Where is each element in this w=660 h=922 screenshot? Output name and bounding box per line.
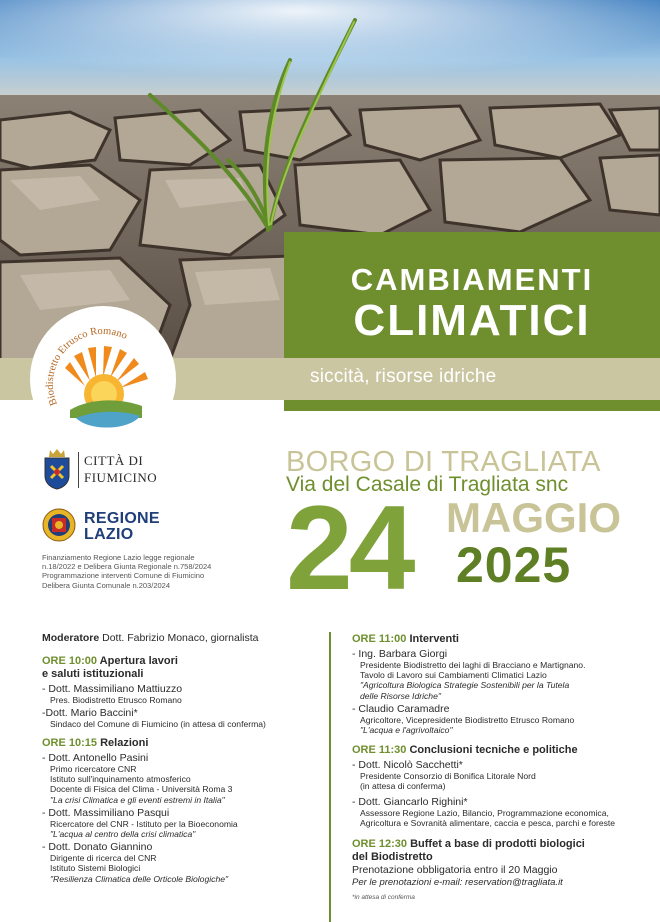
speaker-role: Ricercatore del CNR - Istituto per la Bioeconomia — [50, 818, 238, 829]
fiumicino-divider — [78, 452, 79, 488]
program-right-column — [352, 633, 652, 903]
speaker — [42, 683, 324, 705]
program-divider — [329, 632, 331, 922]
session-opening — [42, 655, 324, 681]
session-interventi — [352, 633, 652, 646]
session-title: e saluti istituzionali — [42, 667, 144, 680]
speaker-role: Pres. Biodistretto Etrusco Romano — [50, 694, 182, 705]
event-day: 24 — [286, 481, 412, 615]
logo-arc-text: Biodistretto Etrusco Romano — [44, 325, 129, 408]
fiumicino-line-1: CITTÀ DI — [84, 453, 144, 468]
funding-note-line: n.18/2022 e Delibera Giunta Regionale n.758/2024 — [42, 562, 212, 572]
speaker — [352, 648, 652, 701]
speaker-role: Assessore Regione Lazio, Bilancio, Programmazione economica, — [360, 807, 609, 818]
talk-title: "Agricoltura Biologica Strategie Sostenibili per la Tutela — [360, 680, 570, 691]
speaker — [352, 703, 652, 735]
title-box — [284, 232, 660, 358]
talk-title: "L'acqua al centro della crisi climatica" — [50, 828, 196, 839]
speaker — [42, 807, 324, 839]
talk-title: "Resilienza Climatica delle Orticole Biologiche" — [50, 873, 229, 884]
speaker-role: Agricoltura e Sovranità alimentare, caccia e pesca, parchi e foreste — [360, 817, 616, 828]
subtitle: siccità, risorse idriche — [310, 366, 497, 387]
speaker — [352, 759, 652, 791]
talk-title: delle Risorse Idriche" — [360, 690, 441, 701]
lazio-name — [84, 511, 160, 543]
lazio-line-1: REGIONE — [84, 510, 160, 527]
speaker-name: - Dott. Donato Giannino — [42, 841, 153, 854]
booking-email: Per le prenotazioni e-mail: reservation@tragliata.it — [352, 876, 563, 888]
speaker-role: Tavolo di Lavoro sui Cambiamenti Climatici Lazio — [360, 670, 547, 681]
speaker — [352, 796, 652, 828]
talk-title: "La crisi Climatica e gli eventi estremi in Italia" — [50, 794, 225, 805]
session-title: Apertura lavori — [97, 654, 178, 667]
session-conclusioni — [352, 744, 652, 757]
speaker-role: (in attesa di conferma) — [360, 781, 446, 792]
speaker-role: Presidente Biodistretto dei laghi di Bracciano e Martignano. — [360, 660, 586, 670]
speaker-name: - Dott. Giancarlo Righini* — [352, 795, 468, 808]
fiumicino-line-2: FIUMICINO — [84, 470, 158, 485]
session-relazioni — [42, 737, 324, 750]
funding-note — [42, 553, 282, 590]
fiumicino-logo — [42, 448, 172, 494]
regione-lazio-logo — [42, 508, 182, 548]
speaker-name: - Dott. Massimiliano Mattiuzzo — [42, 682, 183, 695]
session-time: ORE 11:30 — [352, 744, 407, 757]
booking-note: Prenotazione obbligatoria entro il 20 Maggio — [352, 864, 558, 877]
speaker-role: Primo ricercatore CNR — [50, 763, 137, 774]
speaker-name: - Dott. Massimiliano Pasqui — [42, 806, 170, 819]
session-time: ORE 11:00 — [352, 633, 407, 645]
program-left-column — [42, 633, 324, 884]
speaker-role: Docente di Fisica del Clima - Università Roma 3 — [50, 784, 233, 795]
venue-name: BORGO DI TRAGLIATA — [286, 446, 601, 478]
speaker-name: - Ing. Barbara Giorgi — [352, 648, 448, 660]
speaker-name: - Dott. Nicolò Sacchetti* — [352, 759, 463, 772]
session-title: Interventi — [406, 633, 459, 645]
fiumicino-crest-icon — [42, 448, 72, 490]
speaker-name: -Dott. Mario Baccini* — [42, 706, 138, 719]
event-month: MAGGIO — [446, 494, 621, 541]
title-line-2: CLIMATICI — [353, 296, 591, 345]
session-time: ORE 10:15 — [42, 736, 98, 749]
venue-address: Via del Casale di Tragliata snc — [286, 473, 569, 496]
biodistretto-logo — [30, 306, 176, 452]
session-time: ORE 12:30 — [352, 838, 408, 851]
funding-note-line: Programmazione interventi Comune di Fiumicino — [42, 571, 205, 581]
lazio-line-2: LAZIO — [84, 526, 134, 543]
talk-title: "L'acqua e l'agrivoltaico" — [360, 725, 453, 736]
session-title: Conclusioni tecniche e politiche — [406, 744, 578, 757]
speaker-role: Dirigente di ricerca del CNR — [50, 853, 157, 864]
moderator — [42, 633, 324, 645]
session-title: Buffet a base di prodotti biologici — [407, 838, 585, 851]
speaker — [42, 707, 324, 729]
footnote: *in attesa di conferma — [352, 893, 415, 901]
speaker — [42, 841, 324, 884]
speaker-role: Sindaco del Comune di Fiumicino (in attesa di conferma) — [50, 718, 266, 729]
session-time: ORE 10:00 — [42, 654, 98, 667]
speaker-role: Istituto sull'inquinamento atmosferico — [50, 774, 191, 785]
title-line-1: CAMBIAMENTI — [350, 262, 594, 297]
speaker-name: - Claudio Caramadre — [352, 702, 450, 715]
speaker-name: - Dott. Antonello Pasini — [42, 751, 149, 764]
moderator-text: Dott. Fabrizio Monaco, giornalista — [99, 632, 259, 644]
speaker-role: Agricoltore, Vicepresidente Biodistretto Etrusco Romano — [360, 714, 575, 725]
accent-strip — [284, 400, 660, 411]
lazio-seal-icon — [42, 508, 76, 542]
speaker-role: Istituto Sistemi Biologici — [50, 863, 141, 874]
moderator-label: Moderatore — [42, 632, 100, 644]
funding-note-line: Delibera Giunta Comunale n.203/2024 — [42, 580, 171, 590]
funding-note-line: Finanziamento Regione Lazio legge regionale — [42, 553, 195, 562]
speaker — [42, 752, 324, 805]
session-buffet — [352, 838, 652, 864]
session-title: del Biodistretto — [352, 851, 433, 864]
fiumicino-name — [84, 452, 157, 486]
session-title: Relazioni — [97, 736, 149, 749]
event-year: 2025 — [456, 537, 572, 593]
speaker-role: Presidente Consorzio di Bonifica Litorale Nord — [360, 771, 536, 782]
